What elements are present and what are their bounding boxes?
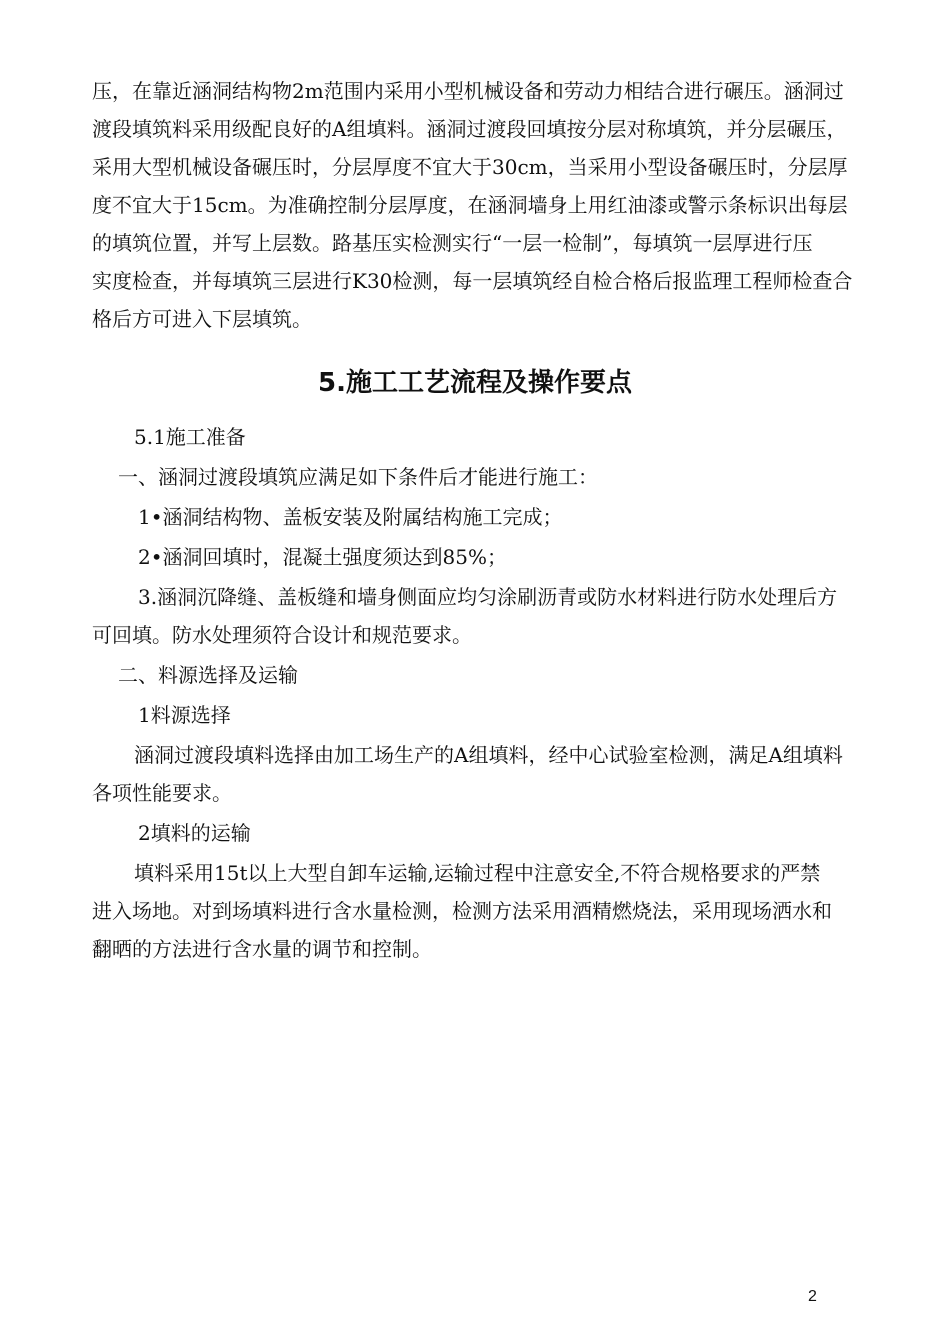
- part1-item-3-line2: 可回填。防水处理须符合设计和规范要求。: [92, 623, 472, 647]
- part2-sub1-line1: 涵洞过渡段填料选择由加工场生产的A组填料，经中心试验室检测，满足A组填料: [134, 743, 843, 767]
- part2-sub1-line2: 各项性能要求。: [92, 781, 232, 805]
- part1-item-1: 1•涵洞结构物、盖板安装及附属结构施工完成；: [138, 505, 563, 529]
- part1-title: 一、涵洞过渡段填筑应满足如下条件后才能进行施工：: [118, 465, 598, 489]
- part2-sub2-line3: 翻晒的方法进行含水量的调节和控制。: [92, 937, 432, 961]
- paragraph-line: 格后方可进入下层填筑。: [92, 307, 312, 331]
- section-heading: 5.施工工艺流程及操作要点: [318, 368, 632, 398]
- part2-sub1-title: 1料源选择: [138, 703, 231, 727]
- part2-title: 二、料源选择及运输: [118, 663, 298, 687]
- paragraph-line: 采用大型机械设备碾压时，分层厚度不宜大于30cm，当采用小型设备碾压时，分层厚: [92, 155, 848, 179]
- part2-sub2-line1: 填料采用15t以上大型自卸车运输,运输过程中注意安全,不符合规格要求的严禁: [134, 861, 821, 885]
- subsection-title: 5.1施工准备: [134, 425, 246, 449]
- paragraph-line: 压，在靠近涵洞结构物2m范围内采用小型机械设备和劳动力相结合进行碾压。涵洞过: [92, 79, 844, 103]
- paragraph-line: 度不宜大于15cm。为准确控制分层厚度，在涵洞墙身上用红油漆或警示条标识出每层: [92, 193, 848, 217]
- part2-sub2-title: 2填料的运输: [138, 821, 251, 845]
- paragraph-line: 实度检查，并每填筑三层进行K30检测，每一层填筑经自检合格后报监理工程师检查合: [92, 269, 853, 293]
- top-paragraph: [92, 72, 862, 338]
- paragraph-line: 渡段填筑料采用级配良好的A组填料。涵洞过渡段回填按分层对称填筑，并分层碾压，: [92, 117, 847, 141]
- part1-item-3-line1: 3.涵洞沉降缝、盖板缝和墙身侧面应均匀涂刷沥青或防水材料进行防水处理后方: [138, 585, 838, 609]
- part1-item-2: 2•涵洞回填时，混凝土强度须达到85%；: [138, 545, 507, 569]
- page-number: 2: [808, 1288, 817, 1305]
- part2-sub2-line2: 进入场地。对到场填料进行含水量检测，检测方法采用酒精燃烧法，采用现场洒水和: [92, 899, 832, 923]
- paragraph-line: 的填筑位置，并写上层数。路基压实检测实行“一层一检制”，每填筑一层厚进行压: [92, 231, 813, 255]
